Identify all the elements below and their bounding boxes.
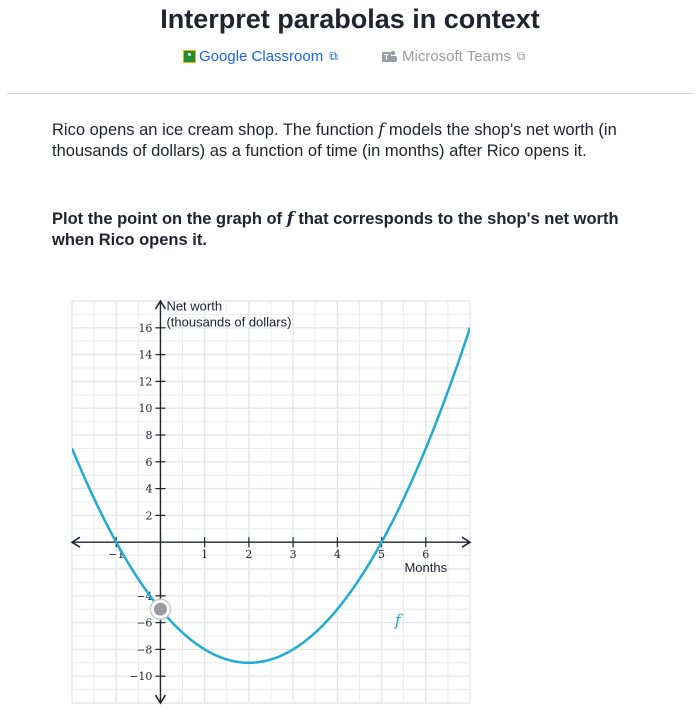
problem-intro: [52, 119, 652, 162]
movable-point[interactable]: [154, 603, 167, 616]
x-tick-label: −1: [108, 548, 125, 562]
x-tick-label: 2: [245, 548, 253, 562]
prompt-text-a: Plot the point on the graph of: [52, 210, 287, 228]
svg-text:T: T: [384, 52, 389, 62]
x-tick-label: 6: [422, 548, 430, 562]
prompt-function-name: f: [286, 209, 294, 228]
y-tick-label: 2: [145, 509, 153, 523]
microsoft-teams-icon: [381, 50, 399, 64]
y-tick-label: 16: [138, 321, 153, 335]
y-axis-label: Net worth: [166, 298, 223, 314]
intro-function-name: f: [378, 120, 385, 139]
y-tick-label: −8: [136, 643, 153, 657]
share-row: [0, 48, 700, 68]
y-tick-label: 4: [145, 482, 153, 496]
y-tick-label: 10: [138, 402, 153, 416]
x-tick-label: 5: [378, 548, 386, 562]
y-tick-label: 12: [138, 375, 153, 389]
header-divider: [7, 93, 693, 94]
google-classroom-icon: [183, 50, 196, 63]
x-tick-label: 1: [201, 548, 209, 562]
y-tick-label: −4: [136, 589, 153, 603]
x-tick-label: 3: [289, 548, 297, 562]
coordinate-plane[interactable]: [68, 297, 474, 707]
y-tick-label: 6: [145, 455, 153, 469]
google-classroom-label: Google Classroom: [199, 48, 324, 65]
y-tick-label: 8: [145, 429, 153, 442]
microsoft-teams-label: Microsoft Teams: [402, 48, 511, 65]
external-link-icon: ⧉: [329, 49, 338, 63]
google-classroom-button[interactable]: [183, 48, 338, 65]
intro-text-b: models the shop's net worth (in thousands of dollars) as a function of time (in months) after Rico opens it.: [52, 121, 617, 160]
x-tick-label: 4: [333, 548, 341, 562]
problem-prompt: [52, 208, 652, 251]
x-axis-label: Months: [404, 560, 448, 576]
intro-text-a: Rico opens an ice cream shop. The function: [52, 121, 379, 139]
prompt-text-b: that corresponds to the shop's net worth when Rico opens it.: [52, 210, 619, 249]
y-tick-label: −6: [136, 616, 153, 630]
y-tick-label: 14: [138, 348, 153, 362]
function-label: f: [394, 610, 401, 630]
page-title: Interpret parabolas in context: [160, 4, 540, 34]
microsoft-teams-button[interactable]: [381, 48, 526, 65]
y-tick-label: −10: [129, 670, 153, 684]
y-axis-label: (thousands of dollars): [166, 314, 292, 330]
external-link-icon: ⧉: [516, 49, 526, 63]
graph-widget[interactable]: [68, 297, 474, 712]
